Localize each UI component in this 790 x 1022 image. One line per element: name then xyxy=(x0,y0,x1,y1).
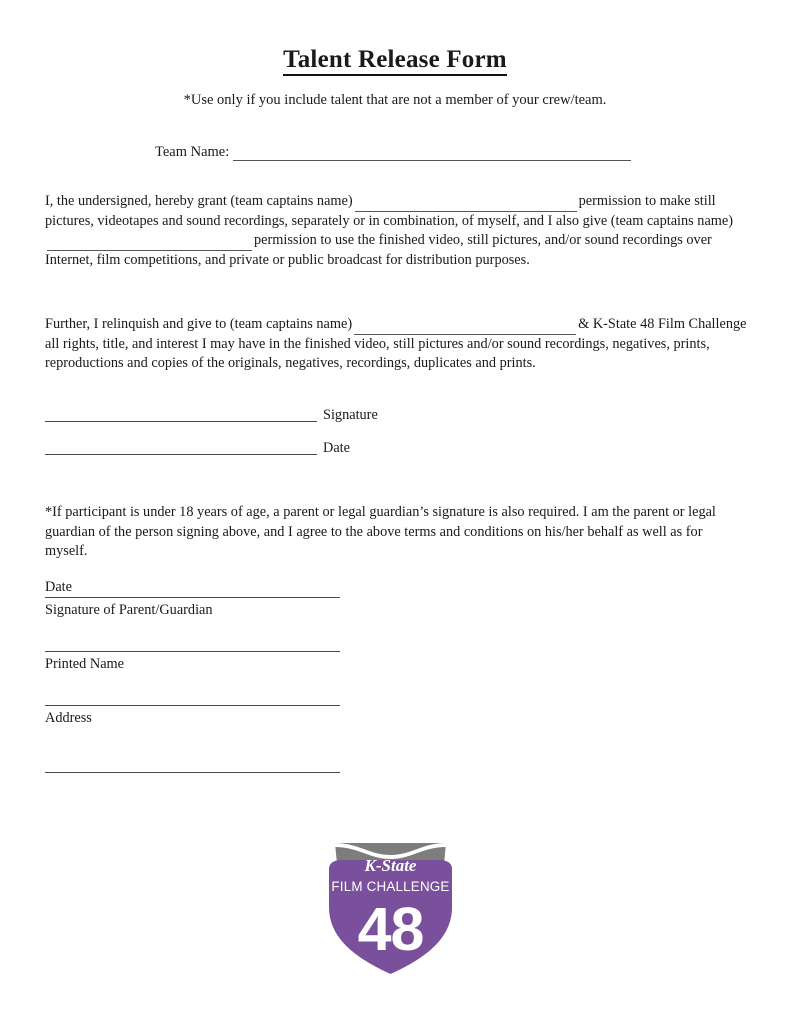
guardian-address-label: Address xyxy=(45,710,92,726)
captain-name-blank-1[interactable] xyxy=(355,198,577,212)
date-label: Date xyxy=(323,440,350,456)
date-blank-line[interactable] xyxy=(45,441,317,455)
relinquish-text-part1: Further, I relinquish and give to (team captains name) xyxy=(45,316,353,332)
guardian-address-line-2[interactable] xyxy=(45,772,340,773)
guardian-printed-name-label: Printed Name xyxy=(45,656,125,672)
guardian-signature-label: Signature of Parent/Guardian xyxy=(45,602,213,618)
grant-text-part1: I, the undersigned, hereby grant (team captains name) xyxy=(45,193,353,209)
team-name-label: Team Name: xyxy=(155,144,230,160)
signature-label: Signature xyxy=(323,407,378,423)
guardian-printed-name-field[interactable] xyxy=(45,651,340,673)
grant-text-part2: permission to make still pictures, videotapes and sound recordings, separately or in combination, of myself, and I also give (team captains name) xyxy=(45,193,734,229)
relinquish-paragraph xyxy=(45,315,750,374)
guardian-address-field[interactable] xyxy=(45,705,340,727)
logo-kstate-text: K-State xyxy=(364,856,417,875)
team-name-blank-line[interactable] xyxy=(233,146,631,161)
page-title xyxy=(0,46,790,74)
guardian-date-label: Date xyxy=(45,579,72,595)
logo-film-challenge-text: FILM CHALLENGE xyxy=(331,879,450,894)
signature-field[interactable] xyxy=(45,408,378,422)
grant-text-part3: permission to use the finished video, still pictures, and/or sound recordings over Internet, film competitions, and private or public broadcast for distribution purposes. xyxy=(45,232,712,268)
relinquish-text-part2: & K-State 48 Film Challenge all rights, title, and interest I may have in the finished video, still pictures and/or sound recordings, negatives, prints, reproductions and copies of the originals, negatives, recordings, duplicates and prints. xyxy=(45,316,747,372)
guardian-signature-field[interactable] xyxy=(45,597,340,619)
page-subtitle: *Use only if you include talent that are not a member of your crew/team. xyxy=(183,92,607,108)
guardian-printed-name-rule[interactable] xyxy=(45,651,340,652)
page-title-text: Talent Release Form xyxy=(283,46,507,76)
grant-paragraph xyxy=(45,192,745,270)
guardian-date-field[interactable] xyxy=(45,578,340,596)
captain-name-blank-2[interactable] xyxy=(47,237,252,251)
team-name-field[interactable] xyxy=(155,144,631,161)
minor-notice-paragraph: *If participant is under 18 years of age, a parent or legal guardian’s signature is also required. I am the parent or legal guardian of the person signing above, and I agree to the above terms and conditions on his/her behalf as well as for myself. xyxy=(45,504,716,560)
logo-48-number: 48 xyxy=(357,895,424,963)
date-field[interactable] xyxy=(45,441,350,455)
guardian-signature-rule[interactable] xyxy=(45,597,340,598)
kstate-48-film-challenge-logo xyxy=(318,841,463,977)
captain-name-blank-3[interactable] xyxy=(354,321,576,335)
shield-icon xyxy=(318,841,463,977)
signature-blank-line[interactable] xyxy=(45,408,317,422)
guardian-address-rule[interactable] xyxy=(45,705,340,706)
